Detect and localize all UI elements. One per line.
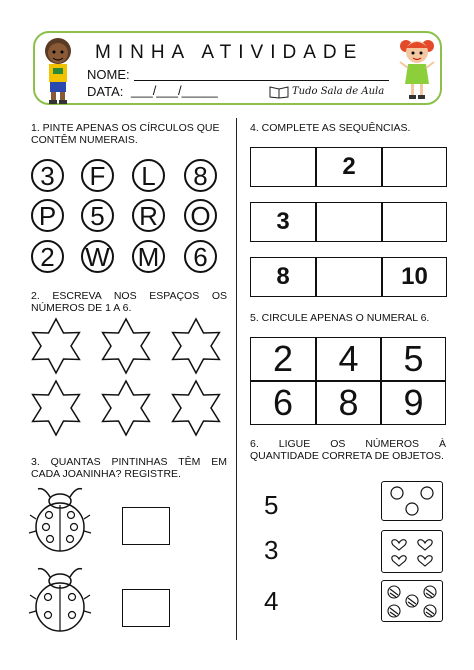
date-label: DATA: — [87, 84, 124, 99]
ladybug-icon — [28, 485, 94, 555]
ladybug-icon — [28, 565, 94, 635]
q5-prompt: 5. CIRCULE APENAS O NUMERAL 6. — [250, 312, 430, 324]
name-field[interactable] — [134, 80, 389, 81]
q1-letter-circle[interactable]: 6 — [184, 240, 217, 273]
q1-letter-circle[interactable]: 2 — [31, 240, 64, 273]
q1-letter-circle[interactable]: R — [132, 199, 165, 232]
q1-letter-circle[interactable]: P — [31, 199, 64, 232]
q6-object-box-circles[interactable] — [381, 481, 443, 521]
q6-object-box-balls[interactable] — [381, 580, 443, 622]
q6-prompt: 6. LIGUE OS NÚMEROS À QUANTIDADE CORRETA DE OBJETOS. — [250, 438, 446, 462]
balls-icon — [382, 581, 442, 621]
q1-letter-circle[interactable]: L — [132, 159, 165, 192]
page-title: MINHA ATIVIDADE — [95, 42, 364, 63]
q6-number[interactable]: 3 — [264, 535, 279, 565]
q5-numeral-cell[interactable]: 9 — [381, 381, 446, 425]
q4-sequence-blank[interactable] — [382, 147, 447, 187]
q6-number[interactable]: 5 — [264, 490, 279, 520]
q1-letter-circle[interactable]: M — [132, 240, 165, 273]
column-divider — [236, 118, 237, 640]
q4-sequence-cell: 8 — [250, 257, 316, 297]
q2-prompt: 2. ESCREVA NOS ESPAÇOS OS NÚMEROS DE 1 A 6. — [31, 290, 227, 314]
q4-sequence-cell: 3 — [250, 202, 316, 242]
star-blank-5[interactable] — [103, 381, 150, 435]
q4-sequence-blank[interactable] — [382, 202, 447, 242]
q4-sequence-blank[interactable] — [316, 257, 382, 297]
circles-icon — [382, 482, 442, 520]
q5-numeral-cell[interactable]: 6 — [250, 381, 316, 425]
q4-sequence-cell: 2 — [316, 147, 382, 187]
date-field[interactable]: ___/___/_____ — [131, 83, 218, 98]
q6-object-box-hearts[interactable] — [381, 530, 443, 573]
name-label: NOME: — [87, 67, 130, 82]
hearts-icon — [382, 531, 442, 572]
q5-numeral-cell[interactable]: 5 — [381, 337, 446, 381]
ladybug-2-answer-box[interactable] — [122, 589, 170, 627]
q1-letter-circle[interactable]: 5 — [81, 199, 114, 232]
q1-letter-circle[interactable]: F — [81, 159, 114, 192]
q2-stars — [20, 315, 230, 440]
q1-letter-circle[interactable]: W — [81, 240, 114, 273]
book-logo-icon — [268, 83, 290, 99]
star-blank-1[interactable] — [33, 319, 80, 373]
star-blank-3[interactable] — [173, 319, 220, 373]
q3-prompt: 3. QUANTAS PINTINHAS TÊM EM CADA JOANINHA? REGISTRE. — [31, 456, 227, 480]
q1-letter-circle[interactable]: 8 — [184, 159, 217, 192]
brand-logo-text: Tudo Sala de Aula — [292, 86, 385, 97]
star-blank-4[interactable] — [33, 381, 80, 435]
ladybug-1-answer-box[interactable] — [122, 507, 170, 545]
q6-number[interactable]: 4 — [264, 586, 279, 616]
q5-numeral-cell[interactable]: 4 — [316, 337, 381, 381]
q4-sequence-cell: 10 — [382, 257, 447, 297]
q1-letter-circle[interactable]: O — [184, 199, 217, 232]
q4-prompt: 4. COMPLETE AS SEQUÊNCIAS. — [250, 122, 411, 134]
q1-letter-circle[interactable]: 3 — [31, 159, 64, 192]
q1-prompt: 1. PINTE APENAS OS CÍRCULOS QUE CONTÊM NUMERAIS. — [31, 122, 220, 146]
star-blank-6[interactable] — [173, 381, 220, 435]
q4-sequence-blank[interactable] — [250, 147, 316, 187]
star-blank-2[interactable] — [103, 319, 150, 373]
q4-sequence-blank[interactable] — [316, 202, 382, 242]
boy-illustration — [40, 33, 76, 105]
girl-illustration — [398, 36, 436, 102]
q5-numeral-cell[interactable]: 8 — [316, 381, 381, 425]
q5-numeral-cell[interactable]: 2 — [250, 337, 316, 381]
